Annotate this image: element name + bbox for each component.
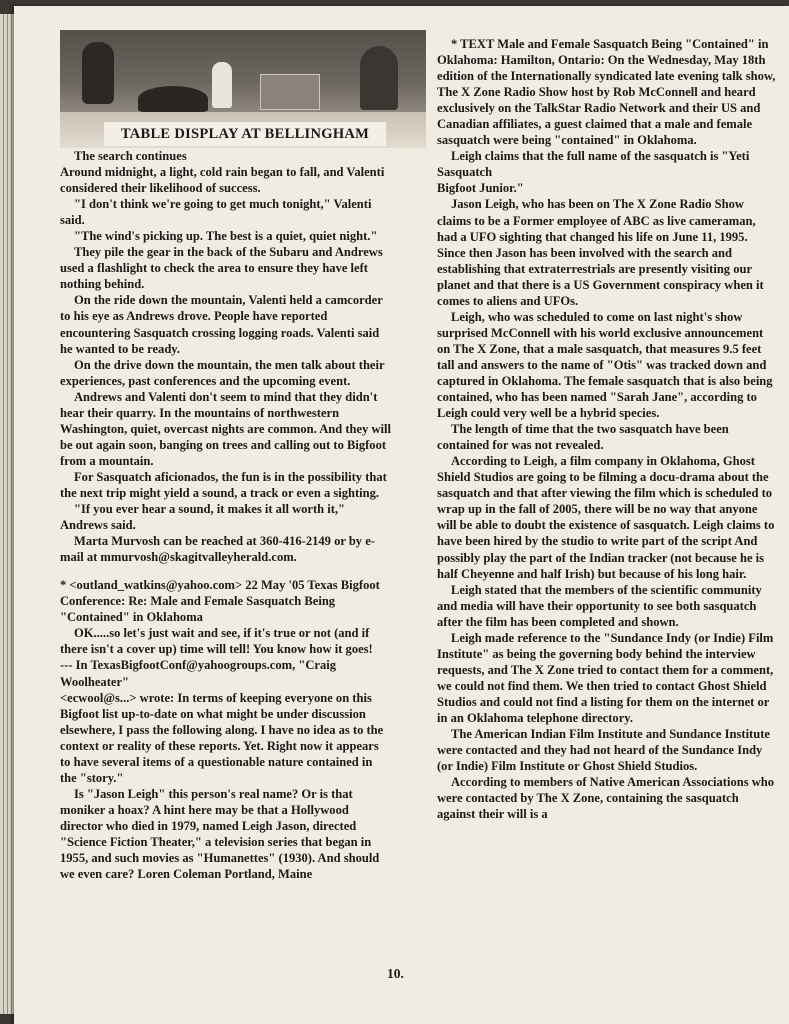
paragraph: "If you ever hear a sound, it makes it all worth it," Andrews said. xyxy=(60,502,346,533)
paragraph: For Sasquatch aficionados, the fun is in the possibility that the next trip might yield a sound, a track or even a sighting. xyxy=(60,469,387,500)
display-diorama xyxy=(260,74,320,110)
paragraph: Bigfoot Junior." xyxy=(437,181,524,196)
subhead-search-continues: The search continues xyxy=(74,149,187,163)
paragraph: Around midnight, a light, cold rain began to fall, and Valenti considered their likelihood of success. xyxy=(60,165,385,196)
paragraph: Andrews and Valenti don't seem to mind that they didn't hear their quarry. In the mountains of northwestern Washington, quiet, overcast nights are common. And they will be out again soon, banging on trees and calling out to Bigfoot from a mountain. xyxy=(60,389,392,468)
paragraph: Leigh stated that the members of the scientific community and media will have their opportunity to see both sasquatch after the film has been completed and shown. xyxy=(437,582,762,629)
left-column xyxy=(60,148,392,882)
email-header: * <outland_watkins@yahoo.com> 22 May '05 Texas Bigfoot Conference: Re: Male and Female Sasquatch Being "Contained" in Oklahoma xyxy=(60,578,380,625)
paragraph: Leigh made reference to the "Sundance Indy (or Indie) Film Institute" as being the governing body behind the interview requests, and The X Zone tried to contact them for a comment, we could not find them. We then tried to contact Ghost Shield Studios and could not find a listing for them on the internet or in an Oklahoma telephone directory. xyxy=(437,630,774,725)
quoted-header: --- In TexasBigfootConf@yahoogroups.com, "Craig Woolheater" xyxy=(60,658,336,689)
table-display-photo xyxy=(60,30,426,148)
paragraph: According to members of Native American Associations who were contacted by The X Zone, containing the sasquatch against their will is a xyxy=(437,775,775,822)
right-column xyxy=(437,36,777,822)
paragraph: Leigh claims that the full name of the sasquatch is "Yeti Sasquatch xyxy=(437,149,750,180)
photo-caption: TABLE DISPLAY AT BELLINGHAM xyxy=(104,122,386,146)
paragraph: Is "Jason Leigh" this person's real name? Or is that moniker a hoax? A hint here may be that a Hollywood director who died in 1979, named Leigh Jason, directed "Science Fiction Theater," a television series that began in 1955, and such movies as "Humanettes" (1930). And should we even care? Loren Coleman Portland, Maine xyxy=(60,786,380,882)
display-mound xyxy=(138,86,208,112)
paragraph: Leigh, who was scheduled to come on last night's show surprised McConnell with his world exclusive announcement on The X Zone, that a male sasquatch, that measures 9.5 feet tall and answers to the name of "Otis" was tracked down and captured in Oklahoma. The female sasquatch that is also being contained, who has been named "Sarah Jane", according to Leigh could very well be a hybrid species. xyxy=(437,309,773,421)
paragraph: According to Leigh, a film company in Oklahoma, Ghost Shield Studios are going to be filming a docu-drama about the sasquatch and that after viewing the film which is scheduled to wrap up in the fall of 2005, there will be no way that anyone will be able to doubt the existence of sasquatch. Leigh claims to have been hired by the studio to write part of the script And possibly play the part of the Indian tracker (not because he is half Cheyenne and half Irish) but because of his long hair. xyxy=(437,454,775,581)
paragraph: <ecwool@s...> wrote: In terms of keeping everyone on this Bigfoot list up-to-date on what might be under discussion elsewhere, I pass the following along. I have no idea as to the context or reality of these reports. Yet. Right now it appears to have several items of a questionable nature contained in the "story." xyxy=(60,690,384,785)
paragraph: "I don't think we're going to get much tonight," Valenti said. xyxy=(60,197,372,228)
bigfoot-figure-white xyxy=(212,62,232,108)
paragraph: OK.....so let's just wait and see, if it's true or not (and if there isn't a cover up) time will tell! You know how it goes! xyxy=(60,626,373,657)
newsletter-page xyxy=(14,6,789,1024)
paragraph: On the drive down the mountain, the men talk about their experiences, past conferences and the upcoming event. xyxy=(60,357,385,388)
paragraph: The length of time that the two sasquatch have been contained for was not revealed. xyxy=(437,422,729,453)
article-lead: * TEXT Male and Female Sasquatch Being "Contained" in Oklahoma: Hamilton, Ontario: On the Wednesday, May 18th edition of the Internationally syndicated late evening talk show, The X Zone Radio Show host by Rob McConnell and heard exclusively on the TalkStar Radio Network and their US and Canadian affiliates, a guest claimed that a male and female sasquatch were being "contained" in Oklahoma. xyxy=(437,37,776,148)
paragraph: The American Indian Film Institute and Sundance Institute were contacted and they had not heard of the Sundance Indy (or Indie) Film Institute or Ghost Shield Studios. xyxy=(437,727,770,774)
paragraph: "The wind's picking up. The best is a quiet, quiet night." xyxy=(74,229,378,244)
display-figure-right xyxy=(360,46,398,110)
author-contact: Marta Murvosh can be reached at 360-416-2149 or by e-mail at mmurvosh@skagitvalleyherald.com. xyxy=(60,534,375,565)
paragraph: Jason Leigh, who has been on The X Zone Radio Show claims to be a Former employee of ABC as live cameraman, had a UFO sighting that changed his life on June 11, 1995. Since then Jason has been involved with the search and establishing that extraterrestrials are presently visiting our planet and that there is a US Government conspiracy when it comes to aliens and UFOs. xyxy=(437,197,764,308)
paragraph: They pile the gear in the back of the Subaru and Andrews used a flashlight to check the area to ensure they have left nothing behind. xyxy=(60,245,383,292)
bigfoot-figure-dark xyxy=(82,42,114,104)
paragraph: On the ride down the mountain, Valenti held a camcorder to his eye as Andrews drove. People have reported encountering Sasquatch crossing logging roads. Valenti said he wanted to be ready. xyxy=(60,293,383,356)
page-number: 10. xyxy=(387,966,404,981)
